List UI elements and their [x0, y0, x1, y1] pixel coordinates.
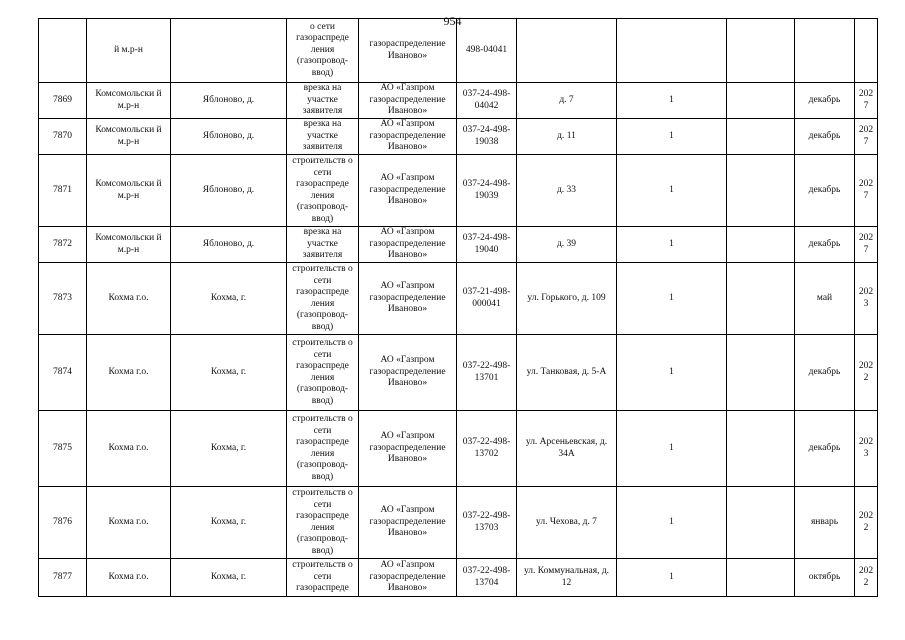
- address-cell: ул. Чехова, д. 7: [517, 487, 617, 559]
- district-cell: Комсомольски й м.р-н: [87, 83, 171, 119]
- contract-number-cell: 037-22-498-13701: [457, 335, 517, 411]
- month-cell: октябрь: [795, 559, 855, 597]
- row-number-cell: 7870: [39, 119, 87, 155]
- district-cell: Комсомольски й м.р-н: [87, 155, 171, 227]
- empty-cell: [727, 227, 795, 263]
- table-row: [39, 19, 878, 83]
- locality-cell: Яблоново, д.: [171, 155, 287, 227]
- table-body: [39, 19, 878, 597]
- month-cell: декабрь: [795, 119, 855, 155]
- locality-cell: Кохма, г.: [171, 487, 287, 559]
- contract-number-cell: 498-04041: [457, 19, 517, 83]
- contract-number-cell: 037-24-498-19040: [457, 227, 517, 263]
- empty-cell: [727, 411, 795, 487]
- count-cell: 1: [617, 155, 727, 227]
- organization-cell: АО «Газпром газораспределение Иваново»: [359, 411, 457, 487]
- district-cell: Кохма г.о.: [87, 335, 171, 411]
- count-cell: 1: [617, 411, 727, 487]
- registry-table: [38, 18, 878, 597]
- table-row: [39, 227, 878, 263]
- year-cell: 2023: [855, 263, 878, 335]
- work-type-cell: о сети газораспреде ления (газопровод-ввод): [287, 19, 359, 83]
- contract-number-cell: 037-22-498-13703: [457, 487, 517, 559]
- address-cell: ул. Горького, д. 109: [517, 263, 617, 335]
- district-cell: Кохма г.о.: [87, 487, 171, 559]
- organization-cell: АО «Газпром газораспределение Иваново»: [359, 227, 457, 263]
- year-cell: 2027: [855, 227, 878, 263]
- contract-number-cell: 037-24-498-19038: [457, 119, 517, 155]
- contract-number-cell: 037-22-498-13702: [457, 411, 517, 487]
- address-cell: д. 33: [517, 155, 617, 227]
- district-cell: Комсомольски й м.р-н: [87, 119, 171, 155]
- work-type-cell: строительств о сети газораспреде ления (газопровод-ввод): [287, 155, 359, 227]
- work-type-cell: врезка на участке заявителя: [287, 227, 359, 263]
- work-type-cell: строительств о сети газораспреде ления (газопровод-ввод): [287, 411, 359, 487]
- table-row: [39, 83, 878, 119]
- count-cell: 1: [617, 487, 727, 559]
- contract-number-cell: 037-22-498-13704: [457, 559, 517, 597]
- district-cell: й м.р-н: [87, 19, 171, 83]
- count-cell: 1: [617, 335, 727, 411]
- locality-cell: Кохма, г.: [171, 411, 287, 487]
- count-cell: [617, 19, 727, 83]
- district-cell: Комсомольски й м.р-н: [87, 227, 171, 263]
- empty-cell: [727, 119, 795, 155]
- table-row: [39, 155, 878, 227]
- contract-number-cell: 037-24-498-19039: [457, 155, 517, 227]
- table-row: [39, 487, 878, 559]
- locality-cell: Яблоново, д.: [171, 227, 287, 263]
- count-cell: 1: [617, 119, 727, 155]
- district-cell: Кохма г.о.: [87, 411, 171, 487]
- table-row: [39, 335, 878, 411]
- month-cell: май: [795, 263, 855, 335]
- work-type-cell: строительств о сети газораспреде ления (газопровод-ввод): [287, 335, 359, 411]
- row-number-cell: 7869: [39, 83, 87, 119]
- month-cell: декабрь: [795, 83, 855, 119]
- address-cell: д. 7: [517, 83, 617, 119]
- locality-cell: Кохма, г.: [171, 263, 287, 335]
- locality-cell: [171, 19, 287, 83]
- year-cell: 2023: [855, 411, 878, 487]
- district-cell: Кохма г.о.: [87, 559, 171, 597]
- count-cell: 1: [617, 227, 727, 263]
- organization-cell: АО «Газпром газораспределение Иваново»: [359, 487, 457, 559]
- contract-number-cell: 037-21-498-000041: [457, 263, 517, 335]
- month-cell: декабрь: [795, 335, 855, 411]
- locality-cell: Кохма, г.: [171, 335, 287, 411]
- month-cell: [795, 19, 855, 83]
- address-cell: д. 11: [517, 119, 617, 155]
- row-number-cell: 7877: [39, 559, 87, 597]
- organization-cell: АО «Газпром газораспределение Иваново»: [359, 559, 457, 597]
- address-cell: [517, 19, 617, 83]
- count-cell: 1: [617, 559, 727, 597]
- table-row: [39, 263, 878, 335]
- table-row: [39, 559, 878, 597]
- year-cell: 2027: [855, 83, 878, 119]
- work-type-cell: строительств о сети газораспреде ления (газопровод-ввод): [287, 263, 359, 335]
- month-cell: декабрь: [795, 155, 855, 227]
- year-cell: 2022: [855, 559, 878, 597]
- address-cell: ул. Коммунальная, д. 12: [517, 559, 617, 597]
- empty-cell: [727, 559, 795, 597]
- empty-cell: [727, 83, 795, 119]
- row-number-cell: 7871: [39, 155, 87, 227]
- district-cell: Кохма г.о.: [87, 263, 171, 335]
- locality-cell: Кохма, г.: [171, 559, 287, 597]
- count-cell: 1: [617, 83, 727, 119]
- year-cell: 2022: [855, 487, 878, 559]
- year-cell: 2027: [855, 155, 878, 227]
- locality-cell: Яблоново, д.: [171, 119, 287, 155]
- organization-cell: АО «Газпром газораспределение Иваново»: [359, 263, 457, 335]
- organization-cell: АО «Газпром газораспределение Иваново»: [359, 119, 457, 155]
- month-cell: январь: [795, 487, 855, 559]
- organization-cell: газораспределение Иваново»: [359, 19, 457, 83]
- empty-cell: [727, 155, 795, 227]
- row-number-cell: 7873: [39, 263, 87, 335]
- month-cell: декабрь: [795, 227, 855, 263]
- empty-cell: [727, 263, 795, 335]
- row-number-cell: 7876: [39, 487, 87, 559]
- row-number-cell: 7875: [39, 411, 87, 487]
- organization-cell: АО «Газпром газораспределение Иваново»: [359, 335, 457, 411]
- locality-cell: Яблоново, д.: [171, 83, 287, 119]
- empty-cell: [727, 487, 795, 559]
- month-cell: декабрь: [795, 411, 855, 487]
- row-number-cell: [39, 19, 87, 83]
- year-cell: [855, 19, 878, 83]
- count-cell: 1: [617, 263, 727, 335]
- empty-cell: [727, 19, 795, 83]
- year-cell: 2022: [855, 335, 878, 411]
- work-type-cell: врезка на участке заявителя: [287, 83, 359, 119]
- work-type-cell: строительств о сети газораспреде ления (газопровод-ввод): [287, 487, 359, 559]
- work-type-cell: врезка на участке заявителя: [287, 119, 359, 155]
- organization-cell: АО «Газпром газораспределение Иваново»: [359, 155, 457, 227]
- year-cell: 2027: [855, 119, 878, 155]
- address-cell: ул. Арсеньевская, д. 34А: [517, 411, 617, 487]
- contract-number-cell: 037-24-498-04042: [457, 83, 517, 119]
- table-row: [39, 411, 878, 487]
- work-type-cell: строительств о сети газораспреде: [287, 559, 359, 597]
- address-cell: ул. Танковая, д. 5-А: [517, 335, 617, 411]
- row-number-cell: 7872: [39, 227, 87, 263]
- empty-cell: [727, 335, 795, 411]
- page-number: 954: [443, 14, 462, 28]
- row-number-cell: 7874: [39, 335, 87, 411]
- table-row: [39, 119, 878, 155]
- address-cell: д. 39: [517, 227, 617, 263]
- organization-cell: АО «Газпром газораспределение Иваново»: [359, 83, 457, 119]
